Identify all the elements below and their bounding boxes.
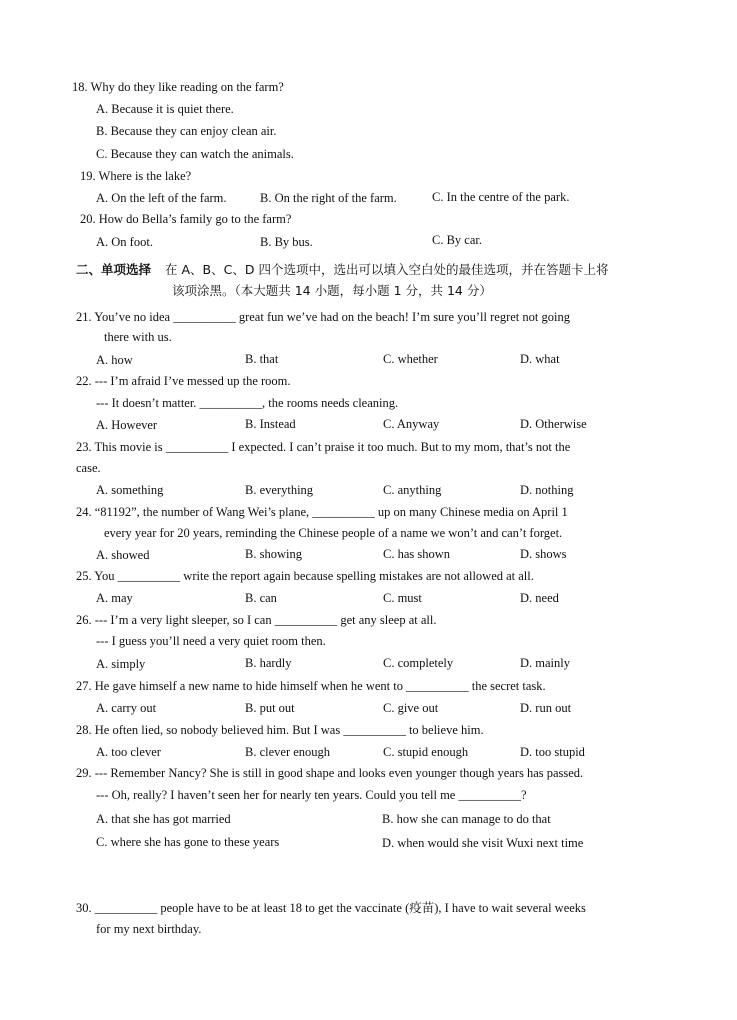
question-18-stem: 18. Why do they like reading on the farm?	[72, 80, 284, 94]
question-28-option-b: B. clever enough	[245, 745, 331, 759]
question-19-option-a: A. On the left of the farm.	[96, 191, 227, 205]
question-29-option-c: C. where she has gone to these years	[96, 835, 280, 849]
question-20-stem: 20. How do Bella’s family go to the farm?	[80, 212, 292, 226]
question-21-stem: 21. You’ve no idea __________ great fun we’ve had on the beach! I’m sure you’ll regret not going	[76, 310, 570, 324]
question-18-option-a: A. Because it is quiet there.	[96, 102, 234, 116]
question-29-stem-cont: --- Oh, really? I haven’t seen her for nearly ten years. Could you tell me __________?	[96, 788, 527, 802]
question-22-option-a: A. However	[96, 418, 158, 432]
question-23-option-c: C. anything	[383, 483, 442, 497]
question-23-stem-cont: case.	[76, 461, 101, 475]
question-20-option-a: A. On foot.	[96, 235, 153, 249]
question-18-option-b: B. Because they can enjoy clean air.	[96, 124, 277, 138]
question-21-option-b: B. that	[245, 352, 279, 366]
question-19-option-b: B. On the right of the farm.	[260, 191, 397, 205]
question-22-stem: 22. --- I’m afraid I’ve messed up the room.	[76, 374, 291, 388]
question-22-option-d: D. Otherwise	[520, 417, 587, 431]
question-25-option-c: C. must	[383, 591, 422, 605]
question-26-option-d: D. mainly	[520, 656, 570, 670]
question-23-option-b: B. everything	[245, 483, 314, 497]
question-24-option-b: B. showing	[245, 547, 302, 561]
question-24-option-d: D. shows	[520, 547, 567, 561]
question-24-stem: 24. “81192”, the number of Wang Wei’s plane, __________ up on many Chinese media on April 1	[76, 505, 568, 519]
question-30-stem-cont: for my next birthday.	[96, 922, 202, 936]
section-2-header	[76, 262, 608, 278]
question-21-option-c: C. whether	[383, 352, 438, 366]
question-18-option-c: C. Because they can watch the animals.	[96, 147, 294, 161]
section-2-instruction-line-1: 在 A、B、C、D 四个选项中，选出可以填入空白处的最佳选项，并在答题卡上将	[165, 262, 609, 277]
question-29-option-a: A. that she has got married	[96, 812, 231, 826]
question-26-option-b: B. hardly	[245, 656, 292, 670]
question-26-stem-cont: --- I guess you’ll need a very quiet room then.	[96, 634, 326, 648]
question-21-stem-cont: there with us.	[104, 330, 172, 344]
question-19-option-c: C. In the centre of the park.	[432, 190, 570, 204]
question-27-option-b: B. put out	[245, 701, 295, 715]
question-29-option-b: B. how she can manage to do that	[382, 812, 551, 826]
question-27-option-a: A. carry out	[96, 701, 157, 715]
section-2-instruction-line-2: 该项涂黑。（本大题共 14 小题，每小题 1 分，共 14 分）	[172, 283, 492, 298]
question-28-option-a: A. too clever	[96, 745, 161, 759]
question-23-option-d: D. nothing	[520, 483, 574, 497]
question-27-option-c: C. give out	[383, 701, 439, 715]
question-21-option-a: A. how	[96, 353, 133, 367]
question-25-stem: 25. You __________ write the report again because spelling mistakes are not allowed at all.	[76, 569, 534, 583]
question-23-stem: 23. This movie is __________ I expected. I can’t praise it too much. But to my mom, that’s not the	[76, 440, 571, 454]
question-28-option-c: C. stupid enough	[383, 745, 469, 759]
question-26-stem: 26. --- I’m a very light sleeper, so I can __________ get any sleep at all.	[76, 613, 437, 627]
question-30-stem: 30. __________ people have to be at least 18 to get the vaccinate (疫苗), I have to wait several weeks	[76, 901, 586, 915]
question-25-option-a: A. may	[96, 591, 133, 605]
question-29-stem: 29. --- Remember Nancy? She is still in good shape and looks even younger though years has passed.	[76, 766, 584, 780]
question-25-option-d: D. need	[520, 591, 559, 605]
question-20-option-b: B. By bus.	[260, 235, 313, 249]
question-22-option-b: B. Instead	[245, 417, 296, 431]
question-26-option-c: C. completely	[383, 656, 454, 670]
question-24-stem-cont: every year for 20 years, reminding the Chinese people of a name we won’t and can’t forget.	[104, 526, 563, 540]
question-19-stem: 19. Where is the lake?	[80, 169, 192, 183]
question-20-option-c: C. By car.	[432, 233, 482, 247]
question-29-option-d: D. when would she visit Wuxi next time	[382, 836, 584, 850]
question-24-option-a: A. showed	[96, 548, 150, 562]
question-28-option-d: D. too stupid	[520, 745, 585, 759]
question-27-option-d: D. run out	[520, 701, 572, 715]
question-27-stem: 27. He gave himself a new name to hide himself when he went to __________ the secret task.	[76, 679, 546, 693]
question-22-stem-cont: --- It doesn’t matter. __________, the rooms needs cleaning.	[96, 396, 399, 410]
question-24-option-c: C. has shown	[383, 547, 451, 561]
question-25-option-b: B. can	[245, 591, 277, 605]
question-23-option-a: A. something	[96, 483, 164, 497]
question-21-option-d: D. what	[520, 352, 560, 366]
section-2-heading: 二、单项选择	[76, 262, 152, 277]
question-28-stem: 28. He often lied, so nobody believed him. But I was __________ to believe him.	[76, 723, 484, 737]
question-22-option-c: C. Anyway	[383, 417, 440, 431]
question-26-option-a: A. simply	[96, 657, 146, 671]
